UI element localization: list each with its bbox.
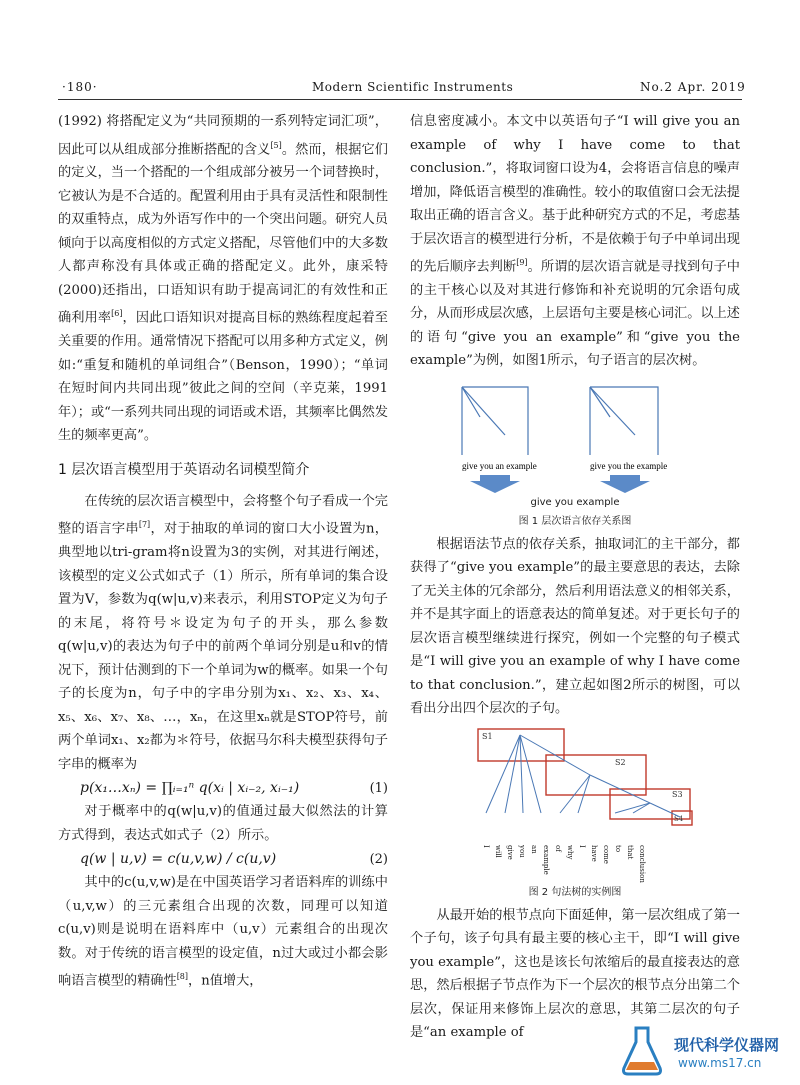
tree-word: you [518,844,526,858]
equation-1: p(x₁…xₙ) = ∏ᵢ₌₁ⁿ q(xᵢ | xᵢ₋₂, xᵢ₋₁) (1) [80,780,388,797]
figure-2-syntax-tree [410,725,740,845]
s4-label: S4 [674,814,684,823]
page-number: ·180· [62,80,98,94]
tree-word: why [566,844,574,860]
figure-1-label-a: give you an example [462,460,537,471]
right-column [410,110,740,1045]
tree-word: give [506,844,514,860]
paragraph: 对于概率中的q(w|u,v)的值通过最大似然法的计算方式得到，表达式如式子（2）所示。 [58,804,388,843]
journal-name: Modern Scientific Instruments [312,80,514,94]
figure-1-label-b: give you the example [590,460,668,471]
paragraph: 在传统的层次语言模型中，会将整个句子看成一个完整的语言字串[7]，对于抽取的单词的窗口大小设置为n，典型地以tri-gram将n设置为3的实例，对其进行阐述，该模型的定义公式如式子（1）所示，所有单词的集合设置为V，参数为q(w|u,v)来表示，利用STOP定义为句子的末尾，将符号＊设定为句子的开头，那么参数q(w|u,v)的表达为句子中的前两个单词分别是u和v的情况下，预计估测到的下一个单词为w的概率。如果一个句子的长度为n，句子中的字串分别为x₁、x₂、x₃、x₄、x₅、x₆、x₇、x₈、…，xₙ，在这里xₙ就是STOP符号，前两个单词x₁、x₂都为＊符号，依据马尔科夫模型获得句子字串的概率为 [58,493,388,772]
paragraph: 信息密度减小。本文中以英语句子“I will give you an example of why I have come to that conclusion.”，将取词窗口设为4，会将语言信息的噪声增加，降低语言模型的准确性。较小的取值窗口会无法提取出正确的语言含义。基于此种研究方式的不足，考虑基于层次语言的模型进行分析，不是依赖于句子中单词出现的先后顺序去判断[9]。所谓的层次语言就是寻找到句子中的主干核心以及对其进行修饰和补充说明的冗余语句成分，从而形成层次感，上层语句主要是核心词汇。以上述的语句“give you an example”和“give you the example”为例，如图1所示，句子语言的层次树。 [410,114,740,369]
issue-info: No.2 Apr. 2019 [640,80,746,94]
watermark-logo [612,1020,800,1080]
figure-1-dependency-tree [410,377,740,497]
tree-word: come [602,844,610,864]
s3-label: S3 [672,789,683,799]
s2-label: S2 [615,757,626,767]
tree-word: that [626,844,634,860]
figure-1-label-c: give you example [530,496,620,508]
watermark-name: 现代科学仪器网 [674,1036,780,1054]
equation-2: q(w | u,v) = c(u,v,w) / c(u,v) (2) [80,851,388,868]
tree-word: have [590,844,598,862]
tree-word: of [554,844,562,852]
left-column [58,110,388,993]
tree-word: I [578,844,586,848]
s1-label: S1 [482,731,493,741]
arrow-down-icon [470,475,520,493]
figure-1-caption: 图 1 层次语言依存关系图 [518,515,632,527]
section-heading: 1 层次语言模型用于英语动名词模型简介 [58,461,310,478]
tree-word: an [530,844,538,854]
paragraph: 根据语法节点的依存关系，抽取词汇的主干部分，都获得了“give you example”的最主要意思的表达，去除了无关主体的冗余部分，然后利用语法意义的相邻关系，并不是其字面上的语意表达的简单复述。对于更长句子的层次语言模型继续进行探究，例如一个完整的句子模式是“I will give you an example of why I have come to that conclusion.”，建立起如图2所示的树图，可以看出分出四个层次的子句。 [410,536,740,717]
tree-word: example [542,844,550,875]
tree-word: I [482,844,490,848]
paragraph: 其中的c(u,v,w)是在中国英语学习者语料库的训练中（u,v,w）的三元素组合出现的次数，同理可以知道c(u,v)则是说明在语料库中（u,v）元素组合的出现次数。对于传统的语言模型的设定值，n过大或过小都会影响语言模型的精确性[8]，n值增大， [58,875,388,989]
tree-word: will [494,844,502,858]
figure-2-caption: 图 2 句法树的实例图 [528,886,622,898]
arrow-down-icon [600,475,650,493]
tree-word: to [614,844,622,852]
figure-2-word-row [410,844,740,883]
flask-icon [612,1020,672,1080]
tree-word: conclusion [638,844,646,883]
header-rule [58,99,742,100]
watermark-url: www.ms17.cn [678,1056,762,1070]
paragraph: 从最开始的根节点向下面延伸，第一层次组成了第一个子句，该子句具有最主要的核心主干，即“I will give you example”，这也是该长句浓缩后的最直接表达的意思，然后根据子节点作为下一个层次的根节点分出第二个层次，保证用来修饰上层次的意思，其第二层次的句子是“an example of [410,907,740,1041]
paragraph: (1992) 将搭配定义为“共同预期的一系列特定词汇项”，因此可以从组成部分推断搭配的含义[5]。然而，根据它们的定义，当一个搭配的一个组成部分被另一个词替换时，它被认为是不合适的。配置利用由于具有灵活性和限制性的双重特点，成为外语写作中的一个突出问题。研究人员倾向于以高度相似的方式定义搭配，尽管他们中的大多数人都声称没有具体或正确的搭配定义。此外，康采特(2000)还指出，口语知识有助于提高词汇的有效性和正确利用率[6]，因此口语知识对提高目标的熟练程度起着至关重要的作用。通常情况下搭配可以用多种方式定义，例如:“重复和随机的单词组合”（Benson，1990）；“单词在短时间内共同出现”彼此之间的空间（辛克莱，1991 年）；或“一系列共同出现的词语或术语，其频率比偶然发生的频率更高”。 [58,114,388,444]
